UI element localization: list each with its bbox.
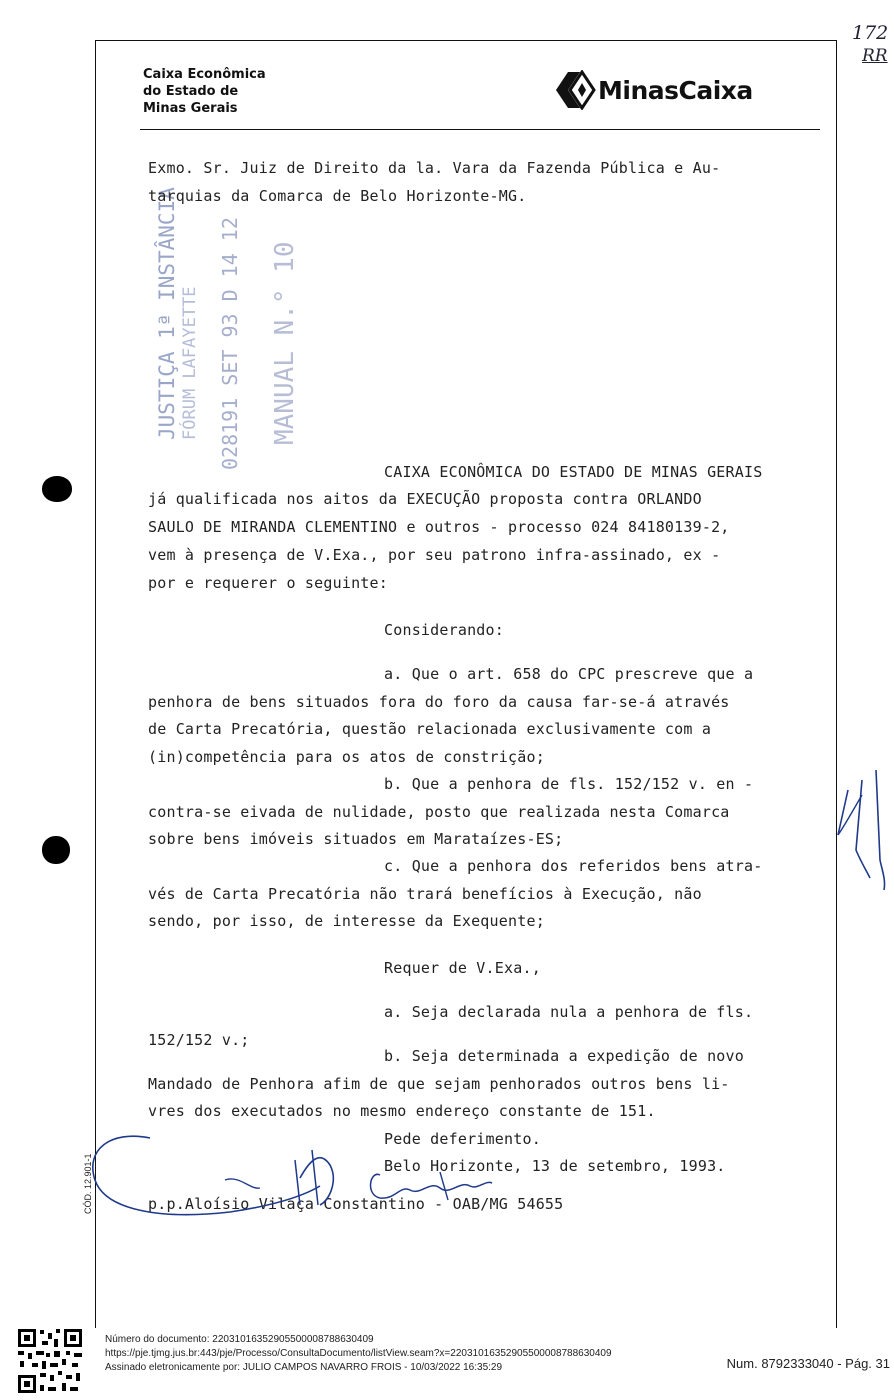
bank-name-line-1: Caixa Econômica bbox=[143, 67, 266, 82]
letter-line: Pede deferimento. bbox=[384, 1130, 541, 1148]
letter-line: Considerando: bbox=[384, 621, 504, 639]
logo-text: MinasCaixa bbox=[598, 75, 753, 105]
letter-line: b. Seja determinada a expedição de novo bbox=[384, 1047, 744, 1065]
bank-name-line-2: do Estado de bbox=[143, 84, 239, 99]
letter-line: Exmo. Sr. Juiz de Direito da la. Vara da Fazenda Pública e Au- bbox=[148, 159, 721, 177]
letter-line: penhora de bens situados fora do foro da causa far-se-á através bbox=[148, 693, 730, 711]
letter-line: vem à presença de V.Exa., por seu patrono infra-assinado, ex - bbox=[148, 546, 721, 564]
document-number: Número do documento: 22031016352905500008788630409 bbox=[105, 1334, 374, 1345]
court-stamp-line-4: MANUAL N.° 10 bbox=[270, 241, 300, 445]
letter-line: a. Que o art. 658 do CPC prescreve que a bbox=[384, 665, 754, 683]
letter-line: de Carta Precatória, questão relacionada exclusivamente com a bbox=[148, 720, 712, 738]
electronic-signature: Assinado eletronicamente por: JULIO CAMPOS NAVARRO FROIS - 10/03/2022 16:35:29 bbox=[105, 1362, 503, 1373]
letter-line: SAULO DE MIRANDA CLEMENTINO e outros - processo 024 84180139-2, bbox=[148, 518, 730, 536]
court-stamp-line-1: JUSTIÇA 1ª INSTÂNCIA bbox=[155, 187, 179, 440]
letter-line: Belo Horizonte, 13 de setembro, 1993. bbox=[384, 1157, 726, 1175]
margin-page-number: 172 bbox=[852, 22, 889, 44]
letter-line: sendo, por isso, de interesse da Exequente; bbox=[148, 912, 545, 930]
footer-metadata bbox=[105, 1333, 612, 1375]
page-number: Num. 8792333040 - Pág. 31 bbox=[726, 1356, 890, 1371]
qr-code-icon bbox=[16, 1327, 84, 1395]
letter-line: por e requerer o seguinte: bbox=[148, 574, 388, 592]
bank-name-line-3: Minas Gerais bbox=[143, 101, 238, 116]
letter-line: Requer de V.Exa., bbox=[384, 959, 541, 977]
letter-line: a. Seja declarada nula a penhora de fls. bbox=[384, 1003, 754, 1021]
letter-line: c. Que a penhora dos referidos bens atra- bbox=[384, 857, 763, 875]
attorney-signature-line: p.p.Aloísio Vilaça Constantino - OAB/MG 54655 bbox=[148, 1195, 564, 1213]
letter-line: vés de Carta Precatória não trará benefícios à Execução, não bbox=[148, 885, 702, 903]
form-code: CÓD. 12.901-1 bbox=[83, 1153, 93, 1214]
letter-line: (in)competência para os atos de constrição; bbox=[148, 748, 545, 766]
letter-line: vres dos executados no mesmo endereço constante de 151. bbox=[148, 1102, 656, 1120]
letter-line: já qualificada nos aitos da EXECUÇÃO proposta contra ORLANDO bbox=[148, 490, 702, 508]
letter-line: CAIXA ECONÔMICA DO ESTADO DE MINAS GERAIS bbox=[384, 463, 763, 481]
letter-line: b. Que a penhora de fls. 152/152 v. en - bbox=[384, 775, 754, 793]
letter-line: 152/152 v.; bbox=[148, 1031, 250, 1049]
court-stamp-line-3: 028191 SET 93 D 14 12 bbox=[218, 217, 242, 470]
letter-line: tarquias da Comarca de Belo Horizonte-MG. bbox=[148, 187, 527, 205]
margin-initials: RR bbox=[862, 46, 888, 66]
letter-line: sobre bens imóveis situados em Marataízes-ES; bbox=[148, 830, 564, 848]
court-stamp-line-2: FÓRUM LAFAYETTE bbox=[180, 286, 200, 440]
document-url[interactable]: https://pje.tjmg.jus.br:443/pje/Processo/ConsultaDocumento/listView.seam?x=22031016352905500008788630409 bbox=[105, 1348, 612, 1359]
letter-line: Mandado de Penhora afim de que sejam penhorados outros bens li- bbox=[148, 1075, 730, 1093]
letter-line: contra-se eivada de nulidade, posto que realizada nesta Comarca bbox=[148, 803, 730, 821]
